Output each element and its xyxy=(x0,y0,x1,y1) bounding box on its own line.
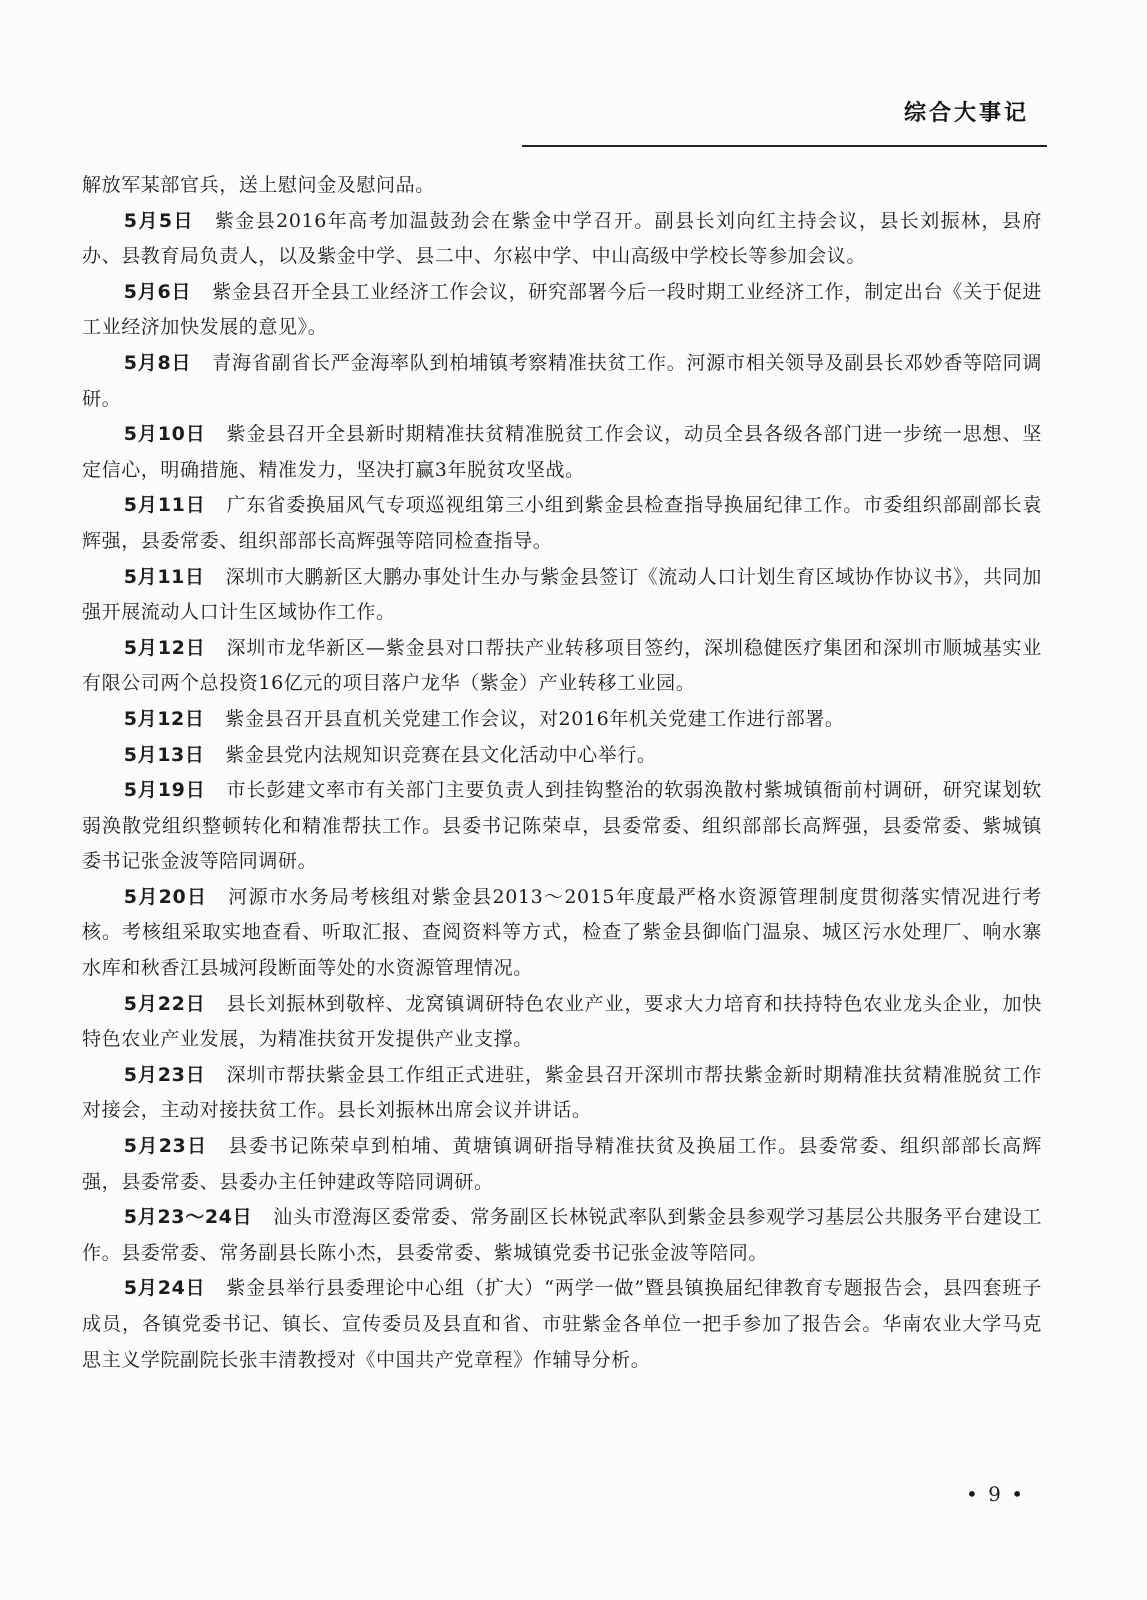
event-entry xyxy=(82,631,1042,702)
event-text: 紫金县举行县委理论中心组（扩大）“两学一做”暨县镇换届纪律教育专题报告会，县四套班子成员，各镇党委书记、镇长、宣传委员及县直和省、市驻紫金各单位一把手参加了报告会。华南农业大学马克思主义学院副院长张丰清教授对《中国共产党章程》作辅导分析。 xyxy=(82,1277,1042,1371)
event-date: 5月23日 xyxy=(123,1135,208,1158)
event-text: 县委书记陈荣卓到柏埔、黄塘镇调研指导精准扶贫及换届工作。县委常委、组织部部长高辉强，县委常委、县委办主任钟建政等陪同调研。 xyxy=(82,1135,1042,1193)
event-text: 紫金县2016年高考加温鼓劲会在紫金中学召开。副县长刘向红主持会议，县长刘振林，县府办、县教育局负责人，以及紫金中学、县二中、尔崧中学、中山高级中学校长等参加会议。 xyxy=(82,209,1042,268)
event-entry xyxy=(82,702,1042,738)
document-body xyxy=(82,168,1042,1378)
event-text: 紫金县召开全县新时期精准扶贫精准脱贫工作会议，动员全县各级各部门进一步统一思想、坚定信心，明确措施、精准发力，坚决打赢3年脱贫攻坚战。 xyxy=(82,423,1042,481)
event-date: 5月20日 xyxy=(123,885,208,908)
header-title: 综合大事记 xyxy=(903,101,1029,126)
event-entry xyxy=(82,204,1042,275)
event-entry xyxy=(82,560,1042,631)
event-entry xyxy=(82,773,1042,880)
event-date: 5月11日 xyxy=(123,565,205,588)
event-date: 5月23～24日 xyxy=(123,1206,253,1229)
event-entry xyxy=(82,275,1042,346)
event-date: 5月19日 xyxy=(123,779,206,802)
page-number: • 9 • xyxy=(965,1482,1025,1506)
event-entry xyxy=(82,346,1042,417)
event-text: 紫金县召开全县工业经济工作会议，研究部署今后一段时期工业经济工作，制定出台《关于促进工业经济加快发展的意见》。 xyxy=(82,280,1043,339)
event-date: 5月22日 xyxy=(123,992,206,1015)
event-entry xyxy=(82,1129,1042,1200)
event-text: 深圳市帮扶紫金县工作组正式进驻，紫金县召开深圳市帮扶紫金新时期精准扶贫精准脱贫工作对接会，主动对接扶贫工作。县长刘振林出席会议并讲话。 xyxy=(82,1063,1042,1122)
event-text: 深圳市大鹏新区大鹏办事处计生办与紫金县签订《流动人口计划生育区域协作协议书》，共同加强开展流动人口计生区域协作工作。 xyxy=(82,565,1042,624)
event-date: 5月23日 xyxy=(123,1063,206,1086)
event-text: 县长刘振林到敬梓、龙窝镇调研特色农业产业，要求大力培育和扶持特色农业龙头企业，加快特色农业产业发展，为精准扶贫开发提供产业支撑。 xyxy=(82,992,1042,1051)
event-date: 5月8日 xyxy=(123,351,192,374)
event-text: 紫金县党内法规知识竞赛在县文化活动中心举行。 xyxy=(225,743,657,766)
event-entry xyxy=(82,880,1042,987)
event-date: 5月13日 xyxy=(123,743,205,766)
event-text: 汕头市澄海区委常委、常务副区长林锐武率队到紫金县参观学习基层公共服务平台建设工作。县委常委、常务副县长陈小杰，县委常委、紫城镇党委书记张金波等陪同。 xyxy=(82,1206,1043,1264)
event-entry xyxy=(82,417,1042,488)
continuation-paragraph: 解放军某部官兵，送上慰问金及慰问品。 xyxy=(82,174,435,196)
header-rule xyxy=(522,145,1047,147)
event-date: 5月5日 xyxy=(123,209,194,232)
event-text: 广东省委换届风气专项巡视组第三小组到紫金县检查指导换届纪律工作。市委组织部副部长袁辉强，县委常委、组织部部长高辉强等陪同检查指导。 xyxy=(82,494,1042,552)
event-date: 5月12日 xyxy=(123,707,205,730)
event-date: 5月11日 xyxy=(123,494,206,517)
event-text: 深圳市龙华新区—紫金县对口帮扶产业转移项目签约，深圳稳健医疗集团和深圳市顺城基实业有限公司两个总投资16亿元的项目落户龙华（紫金）产业转移工业园。 xyxy=(82,636,1042,695)
event-entry xyxy=(82,987,1042,1058)
event-entry xyxy=(82,1058,1042,1129)
event-date: 5月10日 xyxy=(123,423,206,446)
event-text: 河源市水务局考核组对紫金县2013～2015年度最严格水资源管理制度贯彻落实情况进行考核。考核组采取实地查看、听取汇报、查阅资料等方式，检查了紫金县御临门温泉、城区污水处理厂、响水寨水库和秋香江县城河段断面等处的水资源管理情况。 xyxy=(82,885,1042,980)
event-date: 5月24日 xyxy=(123,1277,206,1300)
event-date: 5月6日 xyxy=(123,280,192,303)
event-date: 5月12日 xyxy=(123,636,206,659)
event-text: 紫金县召开县直机关党建工作会议，对2016年机关党建工作进行部署。 xyxy=(225,707,845,730)
event-text: 青海省副省长严金海率队到柏埔镇考察精准扶贫工作。河源市相关领导及副县长邓妙香等陪同调研。 xyxy=(82,351,1043,410)
event-text: 市长彭建文率市有关部门主要负责人到挂钩整治的软弱涣散村紫城镇衙前村调研，研究谋划软弱涣散党组织整顿转化和精准帮扶工作。县委书记陈荣卓，县委常委、组织部部长高辉强，县委常委、紫城镇委书记张金波等陪同调研。 xyxy=(82,779,1042,873)
event-entry xyxy=(82,1271,1042,1378)
event-entry xyxy=(82,488,1042,559)
event-entry xyxy=(82,1200,1042,1271)
event-entry xyxy=(82,738,1042,774)
